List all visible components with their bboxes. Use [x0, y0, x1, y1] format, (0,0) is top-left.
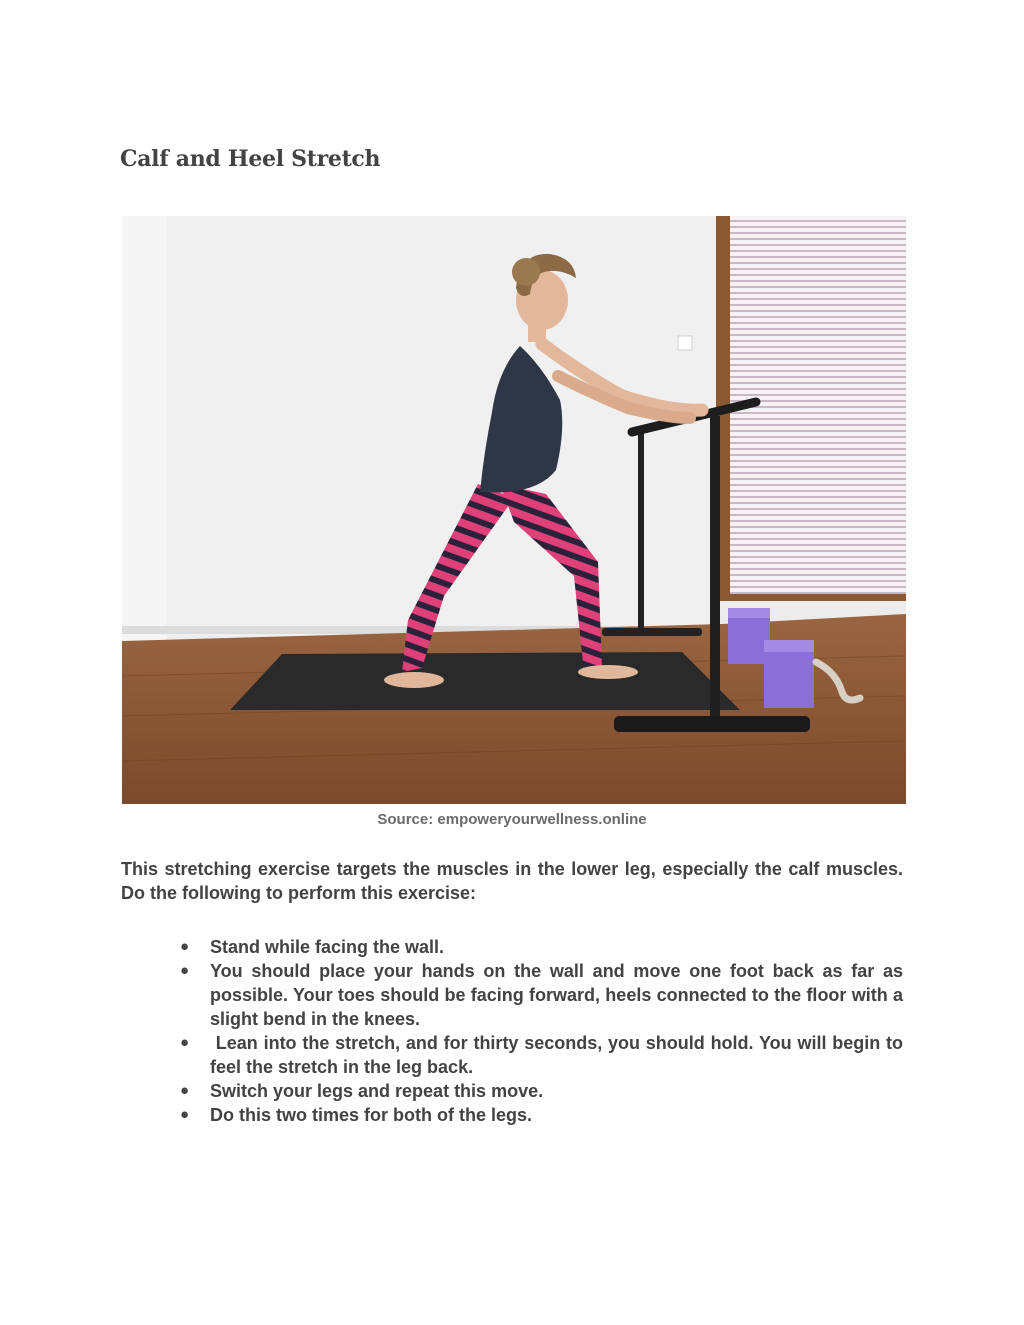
step-text: Stand while facing the wall. [210, 937, 445, 957]
step-text: Lean into the stretch, and for thirty seconds, you should hold. You will begin to feel the stretch in the leg back. [210, 1033, 908, 1077]
list-item [176, 935, 903, 959]
list-item [176, 1103, 903, 1127]
list-item [176, 1079, 903, 1103]
step-text: Do this two times for both of the legs. [210, 1105, 532, 1125]
bullet-icon: ● [180, 962, 190, 979]
bullet-icon: ● [180, 938, 190, 955]
exercise-photo [122, 216, 906, 804]
bullet-icon: ● [180, 1034, 190, 1051]
step-text: Switch your legs and repeat this move. [210, 1081, 544, 1101]
steps-list [176, 935, 908, 1127]
bullet-icon: ● [180, 1106, 190, 1123]
page-title: Calf and Heel Stretch [120, 146, 381, 172]
image-caption: Source: empoweryourwellness.online [377, 811, 647, 828]
bullet-icon: ● [180, 1082, 190, 1099]
list-item [176, 959, 903, 1031]
intro-paragraph: This stretching exercise targets the muscles in the lower leg, especially the calf muscles. Do the following to perform this exercise: [121, 859, 903, 903]
step-text: You should place your hands on the wall and move one foot back as far as possible. Your toes should be facing forward, heels connected to the floor with a slight bend in the knees. [210, 961, 903, 1029]
list-item [176, 1031, 908, 1079]
